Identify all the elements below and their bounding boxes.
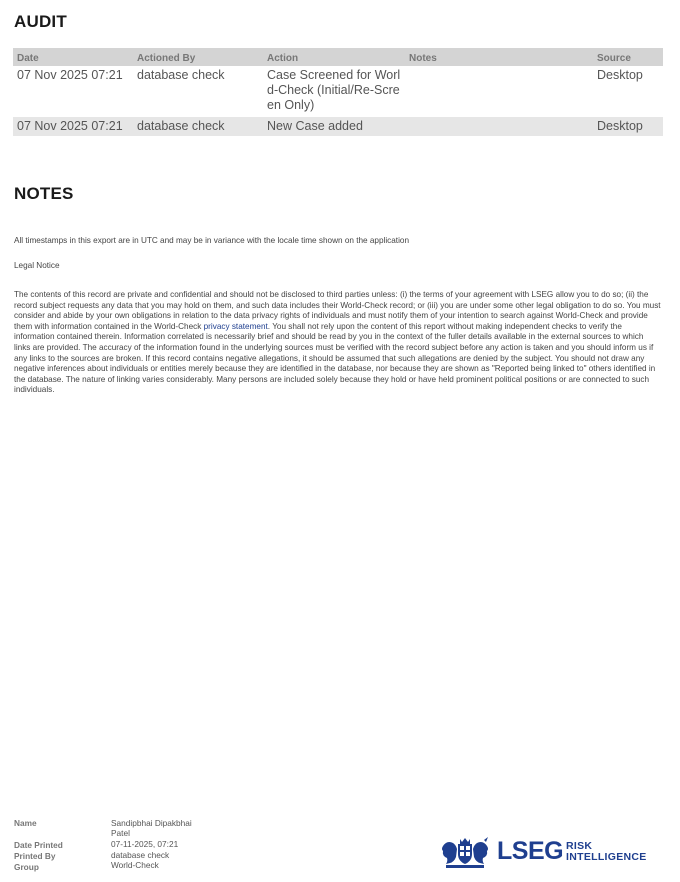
risk-intelligence-wordmark (566, 841, 647, 863)
name-label: Name (14, 818, 37, 828)
notes-title: NOTES (14, 184, 74, 203)
cell-action: Case Screened for World-Check (Initial/Re-Screen Only) (263, 66, 405, 115)
legal-notice-text (14, 290, 662, 396)
date-printed-label: Date Printed (14, 840, 63, 850)
lseg-wordmark: LSEG (497, 837, 564, 865)
logo-sub-line-2: INTELLIGENCE (566, 851, 647, 863)
table-row (13, 117, 663, 136)
cell-date: 07 Nov 2025 07:21 (13, 66, 133, 115)
cell-actioned-by: database check (133, 117, 263, 136)
group-value: World-Check (111, 860, 159, 870)
timezone-note: All timestamps in this export are in UTC and may be in variance with the locale time shown on the application (14, 236, 410, 245)
lion-unicorn-crest-icon (440, 836, 490, 870)
cell-date: 07 Nov 2025 07:21 (13, 117, 133, 136)
legal-text-part: . You shall not rely upon the content of this report without making independent checks to verify the information contained therein. Information correlated is necessarily brief and should be read by you in the context of the fuller details available in the external sources to which links are provided. The accuracy of the information found in the underlying sources must be verified with the record subject before any action is taken and you should inform us if any links to the sources are broken. If this record contains negative allegations, it should be assumed that such allegations are denied by the subject. You should not draw any negative inferences about individuals or entities merely because they are identified in the database, nor because they are shown as "Reported being linked to" others identified in the database. The nature of linking varies considerably. Many persons are included solely because they hold or have held prominent political positions or are connected to such individuals. (14, 321, 656, 395)
audit-title: AUDIT (14, 12, 67, 31)
column-header-action: Action (263, 48, 405, 66)
name-value: Sandipbhai Dipakbhai (111, 818, 192, 828)
audit-table (13, 48, 663, 136)
date-printed-value: 07-11-2025, 07:21 (111, 839, 179, 849)
legal-notice-heading: Legal Notice (14, 261, 60, 270)
column-header-date: Date (13, 48, 133, 66)
name-value-continued: Patel (111, 828, 130, 838)
cell-notes (405, 117, 593, 136)
group-label: Group (14, 862, 39, 872)
printed-by-label: Printed By (14, 851, 56, 861)
logo-sub-line-1: RISK (566, 840, 593, 852)
lseg-logo (440, 836, 652, 870)
legal-text-part: The contents of this record are private and confidential and should not be disclosed to third parties unless: (i) the terms of your agreement with LSEG allow you to do so; (ii) the record subject requests any data that you may hold on them, and such data includes their World-Check record; or (iii) you are under some other legal obligation to do so. You must consider and abide by your own obligations in relation to the data privacy rights of individuals and must notify them of your intention to search against World-Check and provide them with information contained in the World-Check (14, 290, 661, 331)
cell-notes (405, 66, 593, 115)
table-row (13, 66, 663, 115)
column-header-notes: Notes (405, 48, 593, 66)
cell-source: Desktop (593, 66, 663, 115)
column-header-source: Source (593, 48, 663, 66)
privacy-statement-link[interactable]: privacy statement (203, 321, 268, 331)
printed-by-value: database check (111, 850, 170, 860)
cell-action: New Case added (263, 117, 405, 136)
column-header-actioned-by: Actioned By (133, 48, 263, 66)
cell-actioned-by: database check (133, 66, 263, 115)
cell-source: Desktop (593, 117, 663, 136)
audit-header-row (13, 48, 663, 66)
